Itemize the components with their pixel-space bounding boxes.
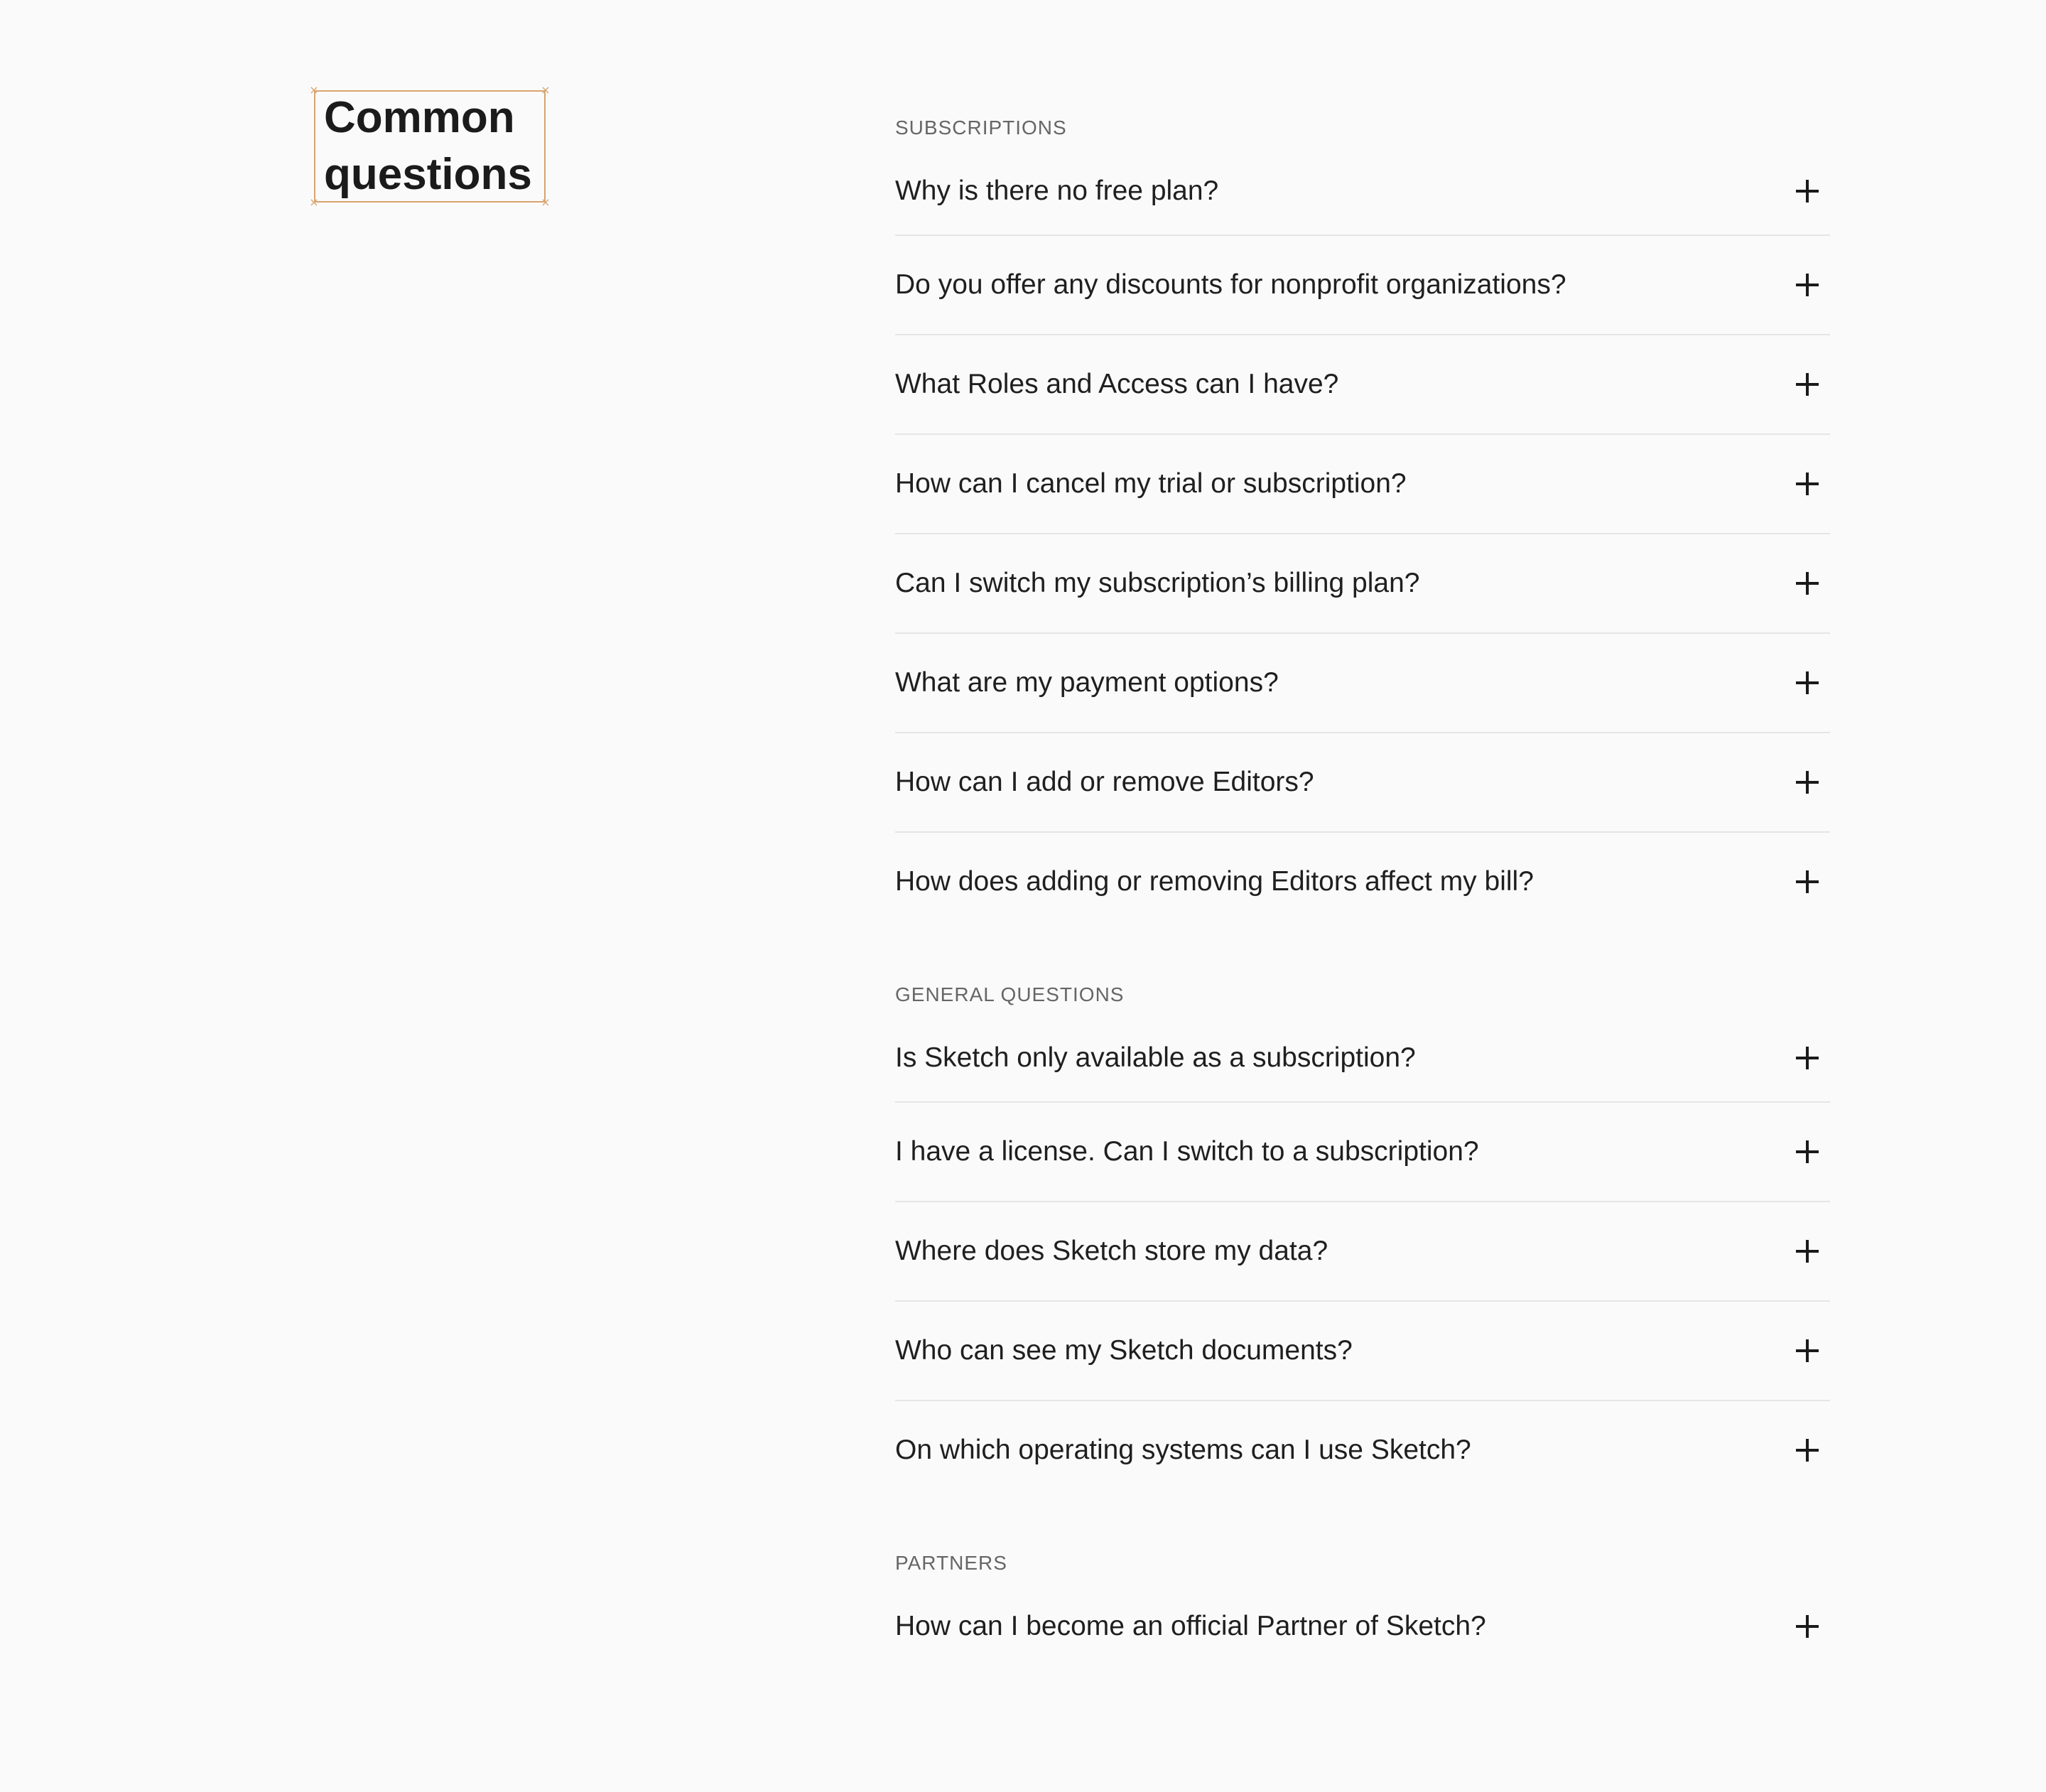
- faq-question: Can I switch my subscription’s billing plan?: [895, 568, 1420, 598]
- faq-section-subscriptions: [895, 114, 1830, 931]
- plus-icon[interactable]: [1796, 373, 1819, 396]
- frame-corner-icon: ×: [309, 83, 319, 97]
- plus-icon[interactable]: [1796, 1240, 1819, 1263]
- faq-question: How can I cancel my trial or subscription?: [895, 468, 1407, 499]
- plus-icon[interactable]: [1796, 1615, 1819, 1638]
- faq-item[interactable]: [895, 833, 1830, 931]
- faq-item[interactable]: [895, 236, 1830, 335]
- page-title: Common questions: [324, 93, 532, 199]
- frame-corner-icon: ×: [541, 83, 551, 97]
- faq-question: What Roles and Access can I have?: [895, 369, 1339, 399]
- faq-item[interactable]: [895, 1015, 1830, 1103]
- section-label: GENERAL QUESTIONS: [895, 983, 1125, 1005]
- faq-item[interactable]: [895, 1103, 1830, 1202]
- faq-question: Who can see my Sketch documents?: [895, 1335, 1353, 1366]
- faq-question: What are my payment options?: [895, 667, 1279, 698]
- faq-question: How can I add or remove Editors?: [895, 767, 1314, 797]
- faq-item[interactable]: [895, 534, 1830, 634]
- faq-question: Do you offer any discounts for nonprofit organizations?: [895, 269, 1566, 300]
- faq-section-partners: [895, 1549, 1830, 1670]
- faq-list: [895, 114, 1830, 1670]
- faq-question: Is Sketch only available as a subscription?: [895, 1042, 1416, 1073]
- faq-item[interactable]: [895, 733, 1830, 833]
- faq-item[interactable]: [895, 435, 1830, 534]
- faq-item[interactable]: [895, 634, 1830, 733]
- faq-section-general-questions: [895, 981, 1830, 1499]
- faq-item[interactable]: [895, 148, 1830, 236]
- faq-question: How does adding or removing Editors affect my bill?: [895, 866, 1534, 897]
- faq-question: On which operating systems can I use Sketch?: [895, 1435, 1471, 1465]
- plus-icon[interactable]: [1796, 572, 1819, 595]
- faq-question: Why is there no free plan?: [895, 176, 1219, 206]
- plus-icon[interactable]: [1796, 274, 1819, 296]
- plus-icon[interactable]: [1796, 1140, 1819, 1163]
- faq-question: How can I become an official Partner of Sketch?: [895, 1611, 1486, 1641]
- plus-icon[interactable]: [1796, 1439, 1819, 1462]
- faq-question: I have a license. Can I switch to a subscription?: [895, 1136, 1479, 1167]
- faq-item[interactable]: [895, 1202, 1830, 1302]
- plus-icon[interactable]: [1796, 180, 1819, 203]
- plus-icon[interactable]: [1796, 1047, 1819, 1069]
- section-label: SUBSCRIPTIONS: [895, 117, 1067, 139]
- plus-icon[interactable]: [1796, 771, 1819, 794]
- frame-corner-icon: ×: [309, 195, 319, 209]
- faq-item[interactable]: [895, 1302, 1830, 1401]
- faq-item[interactable]: [895, 1401, 1830, 1499]
- faq-item[interactable]: [895, 1583, 1830, 1670]
- faq-question: Where does Sketch store my data?: [895, 1236, 1328, 1266]
- plus-icon[interactable]: [1796, 473, 1819, 495]
- faq-item[interactable]: [895, 335, 1830, 435]
- plus-icon[interactable]: [1796, 870, 1819, 893]
- plus-icon[interactable]: [1796, 1339, 1819, 1362]
- section-label: PARTNERS: [895, 1552, 1007, 1574]
- plus-icon[interactable]: [1796, 671, 1819, 694]
- frame-corner-icon: ×: [541, 195, 551, 209]
